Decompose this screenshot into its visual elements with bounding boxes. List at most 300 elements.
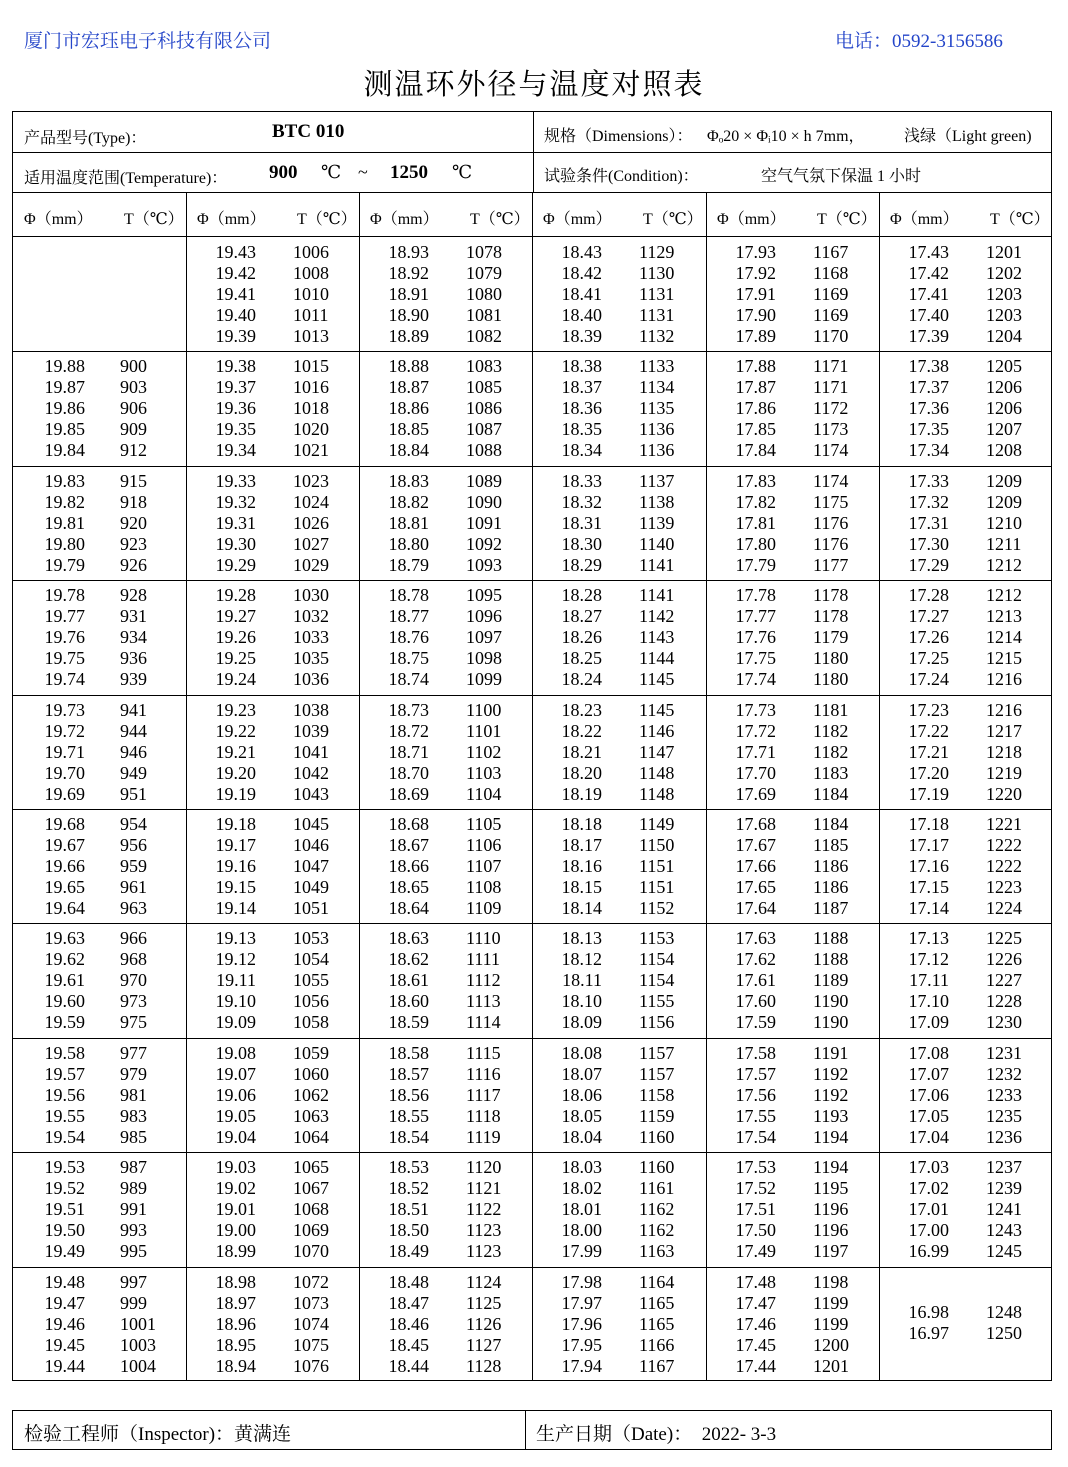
table-row (359, 305, 532, 326)
temperature-value: 975 (120, 1012, 147, 1033)
diameter-value: 17.39 (908, 326, 949, 346)
diameter-column-header: Φ（mm） (890, 211, 959, 228)
table-row (13, 1085, 186, 1106)
diameter-value: 17.01 (908, 1199, 949, 1220)
temperature-value: 979 (120, 1063, 147, 1084)
table-row (13, 377, 186, 398)
temperature-value: 1026 (293, 512, 329, 533)
table-row (13, 1272, 186, 1293)
diameter-value: 17.45 (735, 1334, 776, 1355)
temperature-value: 1187 (813, 898, 849, 918)
diameter-value: 17.90 (735, 305, 776, 325)
diameter-value: 18.46 (388, 1313, 429, 1334)
temperature-value: 1072 (293, 1271, 329, 1292)
diameter-value: 17.44 (735, 1355, 776, 1376)
temperature-value: 997 (120, 1271, 147, 1292)
color-value: 浅绿（Light green) (904, 128, 1032, 145)
diameter-value: 17.38 (908, 356, 949, 377)
diameter-value: 18.18 (561, 814, 602, 834)
table-row (13, 555, 186, 576)
table-row (879, 877, 1052, 898)
diameter-value: 16.99 (908, 1241, 949, 1262)
temperature-value: 1200 (813, 1334, 849, 1355)
temperature-value: 1170 (813, 326, 849, 346)
diameter-value: 19.76 (44, 627, 85, 648)
temperature-value: 1123 (466, 1220, 502, 1241)
temperature-value: 1030 (293, 585, 329, 606)
diameter-value: 18.83 (388, 470, 429, 491)
diameter-value: 17.05 (908, 1105, 949, 1126)
diameter-value: 19.25 (215, 648, 256, 669)
temperature-value: 1123 (466, 1241, 502, 1262)
temperature-value: 1173 (813, 419, 849, 440)
table-row (706, 513, 879, 534)
temperature-value: 1201 (813, 1355, 849, 1376)
table-row (359, 763, 532, 784)
diameter-value: 17.52 (735, 1178, 776, 1199)
diameter-value: 18.58 (388, 1042, 429, 1063)
temperature-value: 1120 (466, 1157, 502, 1178)
diameter-value: 19.66 (44, 856, 85, 876)
temperature-value: 939 (120, 669, 147, 690)
temperature-value: 1180 (813, 669, 849, 690)
temperature-value: 1133 (639, 356, 675, 377)
diameter-value: 18.55 (388, 1105, 429, 1126)
temperature-value: 1091 (466, 512, 502, 533)
temperature-value: 1139 (639, 512, 675, 533)
temperature-value: 1134 (639, 377, 675, 398)
temperature-value: 1003 (120, 1334, 156, 1355)
diameter-value: 17.04 (908, 1126, 949, 1147)
table-row (13, 898, 186, 919)
temperature-value: 989 (120, 1178, 147, 1199)
diameter-value: 17.42 (908, 263, 949, 283)
diameter-value: 18.53 (388, 1157, 429, 1178)
temperature-value: 1186 (813, 856, 849, 876)
temperature-value: 1154 (639, 970, 675, 991)
temperature-value: 1243 (986, 1220, 1022, 1241)
diameter-value: 18.86 (388, 398, 429, 419)
diameter-value: 19.67 (44, 835, 85, 855)
diameter-value: 18.34 (561, 440, 602, 461)
temperature-value: 1202 (986, 263, 1022, 283)
temperature-value: 1224 (986, 898, 1022, 918)
diameter-value: 19.82 (44, 491, 85, 512)
table-row (706, 784, 879, 805)
table-row (532, 1127, 705, 1148)
table-row (359, 1293, 532, 1314)
temperature-value: 1206 (986, 398, 1022, 419)
temperature-value: 977 (120, 1042, 147, 1063)
table-row (186, 606, 359, 627)
temperature-value: 1137 (639, 470, 675, 491)
diameter-value: 18.78 (388, 585, 429, 606)
diameter-value: 19.29 (215, 554, 256, 575)
temperature-value: 1144 (639, 648, 675, 669)
diameter-value: 19.75 (44, 648, 85, 669)
table-row (186, 1293, 359, 1314)
table-row (359, 398, 532, 419)
temperature-value: 909 (120, 419, 147, 440)
temperature-value: 936 (120, 648, 147, 669)
diameter-value: 17.74 (735, 669, 776, 690)
temperature-value: 1096 (466, 606, 502, 627)
diameter-value: 18.66 (388, 856, 429, 876)
diameter-value: 17.14 (908, 898, 949, 918)
diameter-value: 18.32 (561, 491, 602, 512)
diameter-value: 17.68 (735, 814, 776, 834)
table-row (13, 1064, 186, 1085)
temperature-value: 961 (120, 877, 147, 897)
temperature-value: 1225 (986, 928, 1022, 949)
temperature-tilde: ~ (358, 162, 368, 182)
table-row (879, 1127, 1052, 1148)
diameter-value: 18.15 (561, 877, 602, 897)
table-row (706, 606, 879, 627)
temperature-value: 1145 (639, 699, 675, 720)
table-row (359, 471, 532, 492)
table-row (706, 326, 879, 347)
temperature-value: 1148 (639, 783, 675, 804)
temperature-value: 1228 (986, 991, 1022, 1012)
temperature-value: 1124 (466, 1271, 502, 1292)
table-row (532, 1241, 705, 1262)
table-row (186, 513, 359, 534)
table-row (706, 991, 879, 1012)
table-row (13, 928, 186, 949)
diameter-value: 19.86 (44, 398, 85, 419)
temperature-value: 1183 (813, 762, 849, 783)
table-row (13, 440, 186, 461)
temperature-value: 1152 (639, 898, 675, 918)
temperature-value: 1046 (293, 835, 329, 855)
table-row (186, 585, 359, 606)
table-row (706, 419, 879, 440)
diameter-value: 19.61 (44, 970, 85, 991)
table-row (879, 1220, 1052, 1241)
diameter-value: 19.08 (215, 1042, 256, 1063)
diameter-value: 18.22 (561, 720, 602, 741)
temperature-value: 1126 (466, 1313, 502, 1334)
table-row (706, 1314, 879, 1335)
diameter-value: 18.39 (561, 326, 602, 346)
table-row (532, 763, 705, 784)
diameter-value: 19.31 (215, 512, 256, 533)
table-row (706, 1106, 879, 1127)
temperature-value: 1216 (986, 669, 1022, 690)
temperature-value: 1119 (466, 1126, 501, 1147)
temperature-value: 1194 (813, 1126, 849, 1147)
diameter-value: 17.56 (735, 1084, 776, 1105)
table-row (13, 1241, 186, 1262)
diameter-value: 18.21 (561, 741, 602, 762)
diameter-value: 17.84 (735, 440, 776, 461)
diameter-value: 17.91 (735, 284, 776, 304)
diameter-value: 17.49 (735, 1241, 776, 1262)
table-row (359, 949, 532, 970)
table-row (532, 534, 705, 555)
temperature-value: 1212 (986, 585, 1022, 606)
temperature-value: 1113 (466, 991, 501, 1012)
diameter-value: 18.63 (388, 928, 429, 949)
table-row (879, 856, 1052, 877)
temperature-value: 1182 (813, 741, 849, 762)
temperature-value: 1196 (813, 1220, 849, 1241)
diameter-value: 18.11 (562, 970, 602, 991)
table-row (359, 356, 532, 377)
table-row (879, 763, 1052, 784)
diameter-value: 17.00 (908, 1220, 949, 1241)
table-row (186, 1356, 359, 1377)
table-row (879, 284, 1052, 305)
table-row (532, 1012, 705, 1033)
table-row (532, 606, 705, 627)
temperature-value: 1219 (986, 762, 1022, 783)
diameter-value: 18.54 (388, 1126, 429, 1147)
temperature-unit-max: ℃ (452, 162, 473, 182)
table-row (879, 326, 1052, 347)
temperature-value: 1148 (639, 762, 675, 783)
diameter-value: 18.59 (388, 1012, 429, 1033)
diameter-value: 18.05 (561, 1105, 602, 1126)
temperature-value: 1204 (986, 326, 1022, 346)
temperature-value: 918 (120, 491, 147, 512)
diameter-value: 17.81 (735, 512, 776, 533)
table-row (186, 398, 359, 419)
temperature-value: 1068 (293, 1199, 329, 1220)
diameter-value: 19.72 (44, 720, 85, 741)
temperature-value: 985 (120, 1126, 147, 1147)
table-row (359, 669, 532, 690)
diameter-value: 18.74 (388, 669, 429, 690)
diameter-value: 18.76 (388, 627, 429, 648)
temperature-value: 1036 (293, 669, 329, 690)
table-row (532, 1043, 705, 1064)
table-row (706, 1178, 879, 1199)
table-row (359, 1241, 532, 1262)
temperature-value: 959 (120, 856, 147, 876)
diameter-value: 17.13 (908, 928, 949, 949)
diameter-value: 18.85 (388, 419, 429, 440)
diameter-value: 17.96 (561, 1313, 602, 1334)
temperature-value: 1116 (466, 1063, 501, 1084)
diameter-value: 17.21 (908, 741, 949, 762)
table-row (186, 1199, 359, 1220)
diameter-value: 17.43 (908, 242, 949, 262)
diameter-value: 18.64 (388, 898, 429, 918)
diameter-value: 19.68 (44, 814, 85, 834)
diameter-value: 19.56 (44, 1084, 85, 1105)
table-row (706, 242, 879, 263)
table-row (706, 835, 879, 856)
temperature-value: 1166 (639, 1334, 675, 1355)
temperature-value: 1125 (466, 1292, 502, 1313)
temperature-value: 1231 (986, 1042, 1022, 1063)
temperature-value: 1117 (466, 1084, 501, 1105)
temperature-value: 903 (120, 377, 147, 398)
table-row (879, 627, 1052, 648)
diameter-value: 18.95 (215, 1334, 256, 1355)
temperature-value: 1245 (986, 1241, 1022, 1262)
diameter-value: 18.88 (388, 356, 429, 377)
table-row (532, 648, 705, 669)
temperature-value: 1206 (986, 377, 1022, 398)
table-row (706, 471, 879, 492)
diameter-value: 19.50 (44, 1220, 85, 1241)
diameter-value: 18.27 (561, 606, 602, 627)
temperature-value: 1080 (466, 284, 502, 304)
diameter-value: 19.47 (44, 1292, 85, 1313)
table-row (532, 928, 705, 949)
diameter-value: 18.04 (561, 1126, 602, 1147)
temperature-value: 1241 (986, 1199, 1022, 1220)
temperature-value: 1041 (293, 741, 329, 762)
temperature-value: 1111 (466, 949, 500, 970)
diameter-value: 18.65 (388, 877, 429, 897)
table-row (359, 1106, 532, 1127)
table-row (532, 284, 705, 305)
diameter-value: 18.92 (388, 263, 429, 283)
temperature-value: 1081 (466, 305, 502, 325)
table-row (186, 835, 359, 856)
table-row (879, 1241, 1052, 1262)
temperature-value: 1045 (293, 814, 329, 834)
temperature-value: 1089 (466, 470, 502, 491)
temperature-value: 1101 (466, 720, 502, 741)
diameter-value: 17.62 (735, 949, 776, 970)
temperature-value: 1162 (639, 1199, 675, 1220)
temperature-value: 1085 (466, 377, 502, 398)
table-row (359, 440, 532, 461)
temperature-value: 949 (120, 762, 147, 783)
table-row (13, 877, 186, 898)
table-row (186, 669, 359, 690)
diameter-value: 17.31 (908, 512, 949, 533)
table-row (879, 555, 1052, 576)
inspector: 检验工程师（Inspector)：黄满连 (24, 1424, 292, 1445)
table-row (186, 377, 359, 398)
table-row (706, 1272, 879, 1293)
diameter-value: 18.71 (388, 741, 429, 762)
temperature-value: 1160 (639, 1126, 675, 1147)
table-row (359, 898, 532, 919)
table-row (13, 742, 186, 763)
diameter-value: 18.29 (561, 554, 602, 575)
diameter-value: 18.43 (561, 242, 602, 262)
temperature-value: 1121 (466, 1178, 502, 1199)
temperature-column-header: T（℃） (124, 211, 184, 228)
temperature-value: 1203 (986, 305, 1022, 325)
temperature-value: 1188 (813, 928, 849, 949)
table-row (706, 700, 879, 721)
temperature-value: 1215 (986, 648, 1022, 669)
diameter-value: 18.61 (388, 970, 429, 991)
temperature-value: 954 (120, 814, 147, 834)
diameter-value: 18.56 (388, 1084, 429, 1105)
temperature-value: 963 (120, 898, 147, 918)
temperature-value: 1179 (813, 627, 849, 648)
temperature-value: 1147 (639, 741, 675, 762)
temperature-value: 1073 (293, 1292, 329, 1313)
table-row (706, 305, 879, 326)
diameter-value: 17.67 (735, 835, 776, 855)
temperature-value: 1150 (639, 835, 675, 855)
table-row (532, 669, 705, 690)
table-row (359, 700, 532, 721)
diameter-value: 19.55 (44, 1105, 85, 1126)
diameter-value: 17.53 (735, 1157, 776, 1178)
table-row (706, 1127, 879, 1148)
temperature-value: 1078 (466, 242, 502, 262)
table-row (706, 1157, 879, 1178)
diameter-value: 17.60 (735, 991, 776, 1012)
temperature-value: 1136 (639, 440, 675, 461)
temperature-value: 1118 (466, 1105, 501, 1126)
diameter-value: 19.54 (44, 1126, 85, 1147)
temperature-value: 1177 (813, 554, 849, 575)
temperature-value: 1023 (293, 470, 329, 491)
data-sheet (12, 111, 1052, 1381)
temperature-value: 1163 (639, 1241, 675, 1262)
diameter-value: 17.47 (735, 1292, 776, 1313)
temperature-min: 900 (269, 162, 298, 183)
table-row (13, 784, 186, 805)
table-row (186, 1314, 359, 1335)
table-row (879, 398, 1052, 419)
diameter-value: 17.61 (735, 970, 776, 991)
table-row (532, 742, 705, 763)
diameter-value: 17.33 (908, 470, 949, 491)
diameter-value: 18.16 (561, 856, 602, 876)
table-row (532, 419, 705, 440)
diameter-value: 19.83 (44, 470, 85, 491)
table-row (186, 534, 359, 555)
table-row (879, 835, 1052, 856)
temperature-value: 1197 (813, 1241, 849, 1262)
table-row (706, 585, 879, 606)
temperature-value: 1131 (639, 305, 675, 325)
diameter-value: 18.06 (561, 1084, 602, 1105)
table-row (879, 721, 1052, 742)
temperature-value: 1013 (293, 326, 329, 346)
diameter-value: 19.27 (215, 606, 256, 627)
temperature-value: 1186 (813, 877, 849, 897)
table-row (359, 928, 532, 949)
table-row (13, 1127, 186, 1148)
table-row (13, 1199, 186, 1220)
diameter-value: 19.60 (44, 991, 85, 1012)
table-row (879, 1043, 1052, 1064)
diameter-value: 17.16 (908, 856, 949, 876)
temperature-value: 1079 (466, 263, 502, 283)
temperature-value: 1127 (466, 1334, 502, 1355)
table-row (532, 242, 705, 263)
diameter-value: 17.83 (735, 470, 776, 491)
temperature-value: 946 (120, 741, 147, 762)
diameter-value: 17.92 (735, 263, 776, 283)
diameter-value: 18.35 (561, 419, 602, 440)
table-row (706, 627, 879, 648)
diameter-value: 19.21 (215, 741, 256, 762)
temperature-value: 1227 (986, 970, 1022, 991)
diameter-value: 19.06 (215, 1084, 256, 1105)
diameter-value: 19.87 (44, 377, 85, 398)
diameter-value: 18.14 (561, 898, 602, 918)
temperature-value: 1191 (813, 1042, 849, 1063)
table-row (359, 1199, 532, 1220)
temperature-value: 1171 (813, 356, 849, 377)
table-row (879, 742, 1052, 763)
